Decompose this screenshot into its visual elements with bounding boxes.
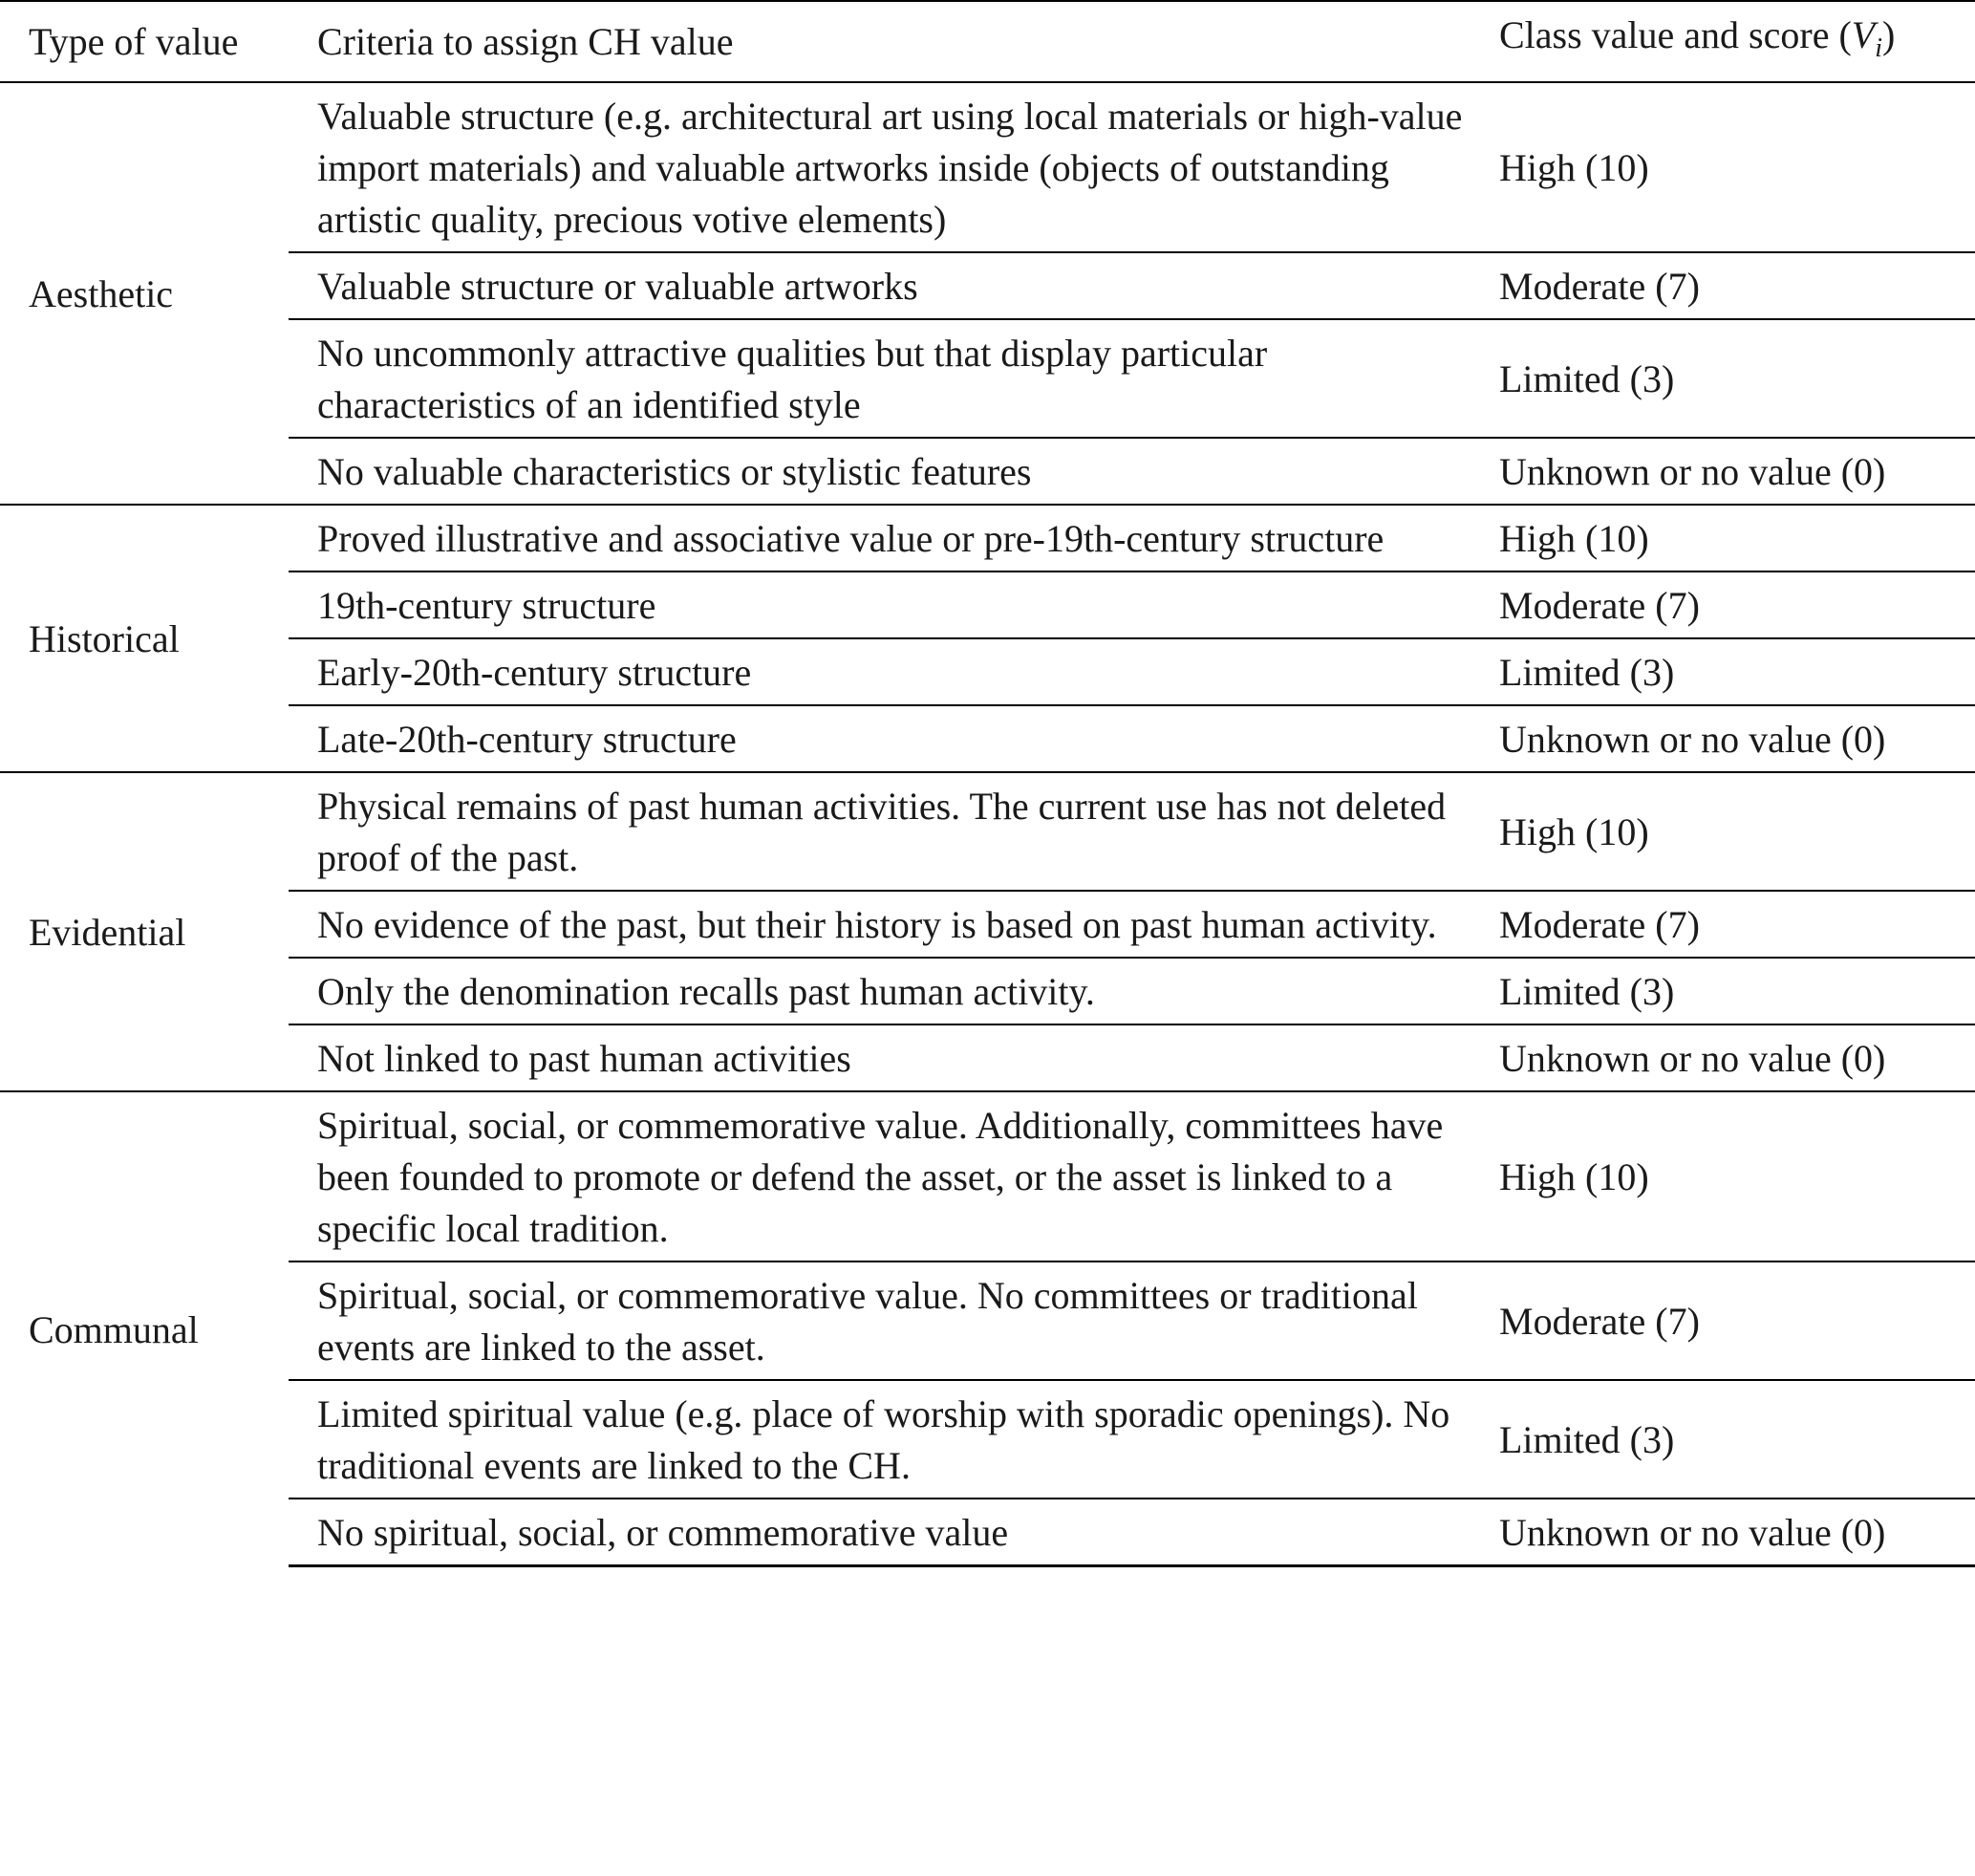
table-row bbox=[0, 638, 1975, 705]
criteria-cell: Valuable structure (e.g. architectural art using local materials or high-value import materials) and valuable artworks inside (objects of outstanding artistic quality, precious votive elements) bbox=[317, 95, 1463, 241]
table-row bbox=[0, 82, 1975, 252]
table-row bbox=[0, 772, 1975, 891]
criteria-cell: Limited spiritual value (e.g. place of worship with sporadic openings). No traditional events are linked to the CH. bbox=[289, 1380, 1496, 1499]
table-body bbox=[0, 82, 1975, 1566]
header-class-value-var-letter: V bbox=[1851, 12, 1876, 56]
class-value-cell: Limited (3) bbox=[1496, 1380, 1975, 1499]
table-row bbox=[0, 891, 1975, 958]
criteria-cell: No uncommonly attractive qualities but that display particular characteristics of an identified style bbox=[289, 319, 1496, 438]
criteria-cell: Proved illustrative and associative value or pre-19th-century structure bbox=[289, 505, 1496, 571]
type-cell-historical: Historical bbox=[0, 505, 289, 772]
table-row bbox=[0, 252, 1975, 319]
class-value-cell: Unknown or no value (0) bbox=[1496, 438, 1975, 505]
criteria-cell: Late-20th-century structure bbox=[289, 705, 1496, 772]
header-class-value-suffix: ) bbox=[1882, 12, 1896, 56]
class-value-cell: Unknown or no value (0) bbox=[1496, 1499, 1975, 1566]
class-value-cell: High (10) bbox=[1496, 505, 1975, 571]
type-cell-communal: Communal bbox=[0, 1091, 289, 1566]
criteria-cell: Only the denomination recalls past human activity. bbox=[289, 958, 1496, 1024]
table-row bbox=[0, 571, 1975, 638]
class-value-cell: Unknown or no value (0) bbox=[1496, 705, 1975, 772]
class-value-cell: Unknown or no value (0) bbox=[1496, 1024, 1975, 1091]
criteria-cell: Valuable structure or valuable artworks bbox=[289, 252, 1496, 319]
criteria-cell: No evidence of the past, but their history is based on past human activity. bbox=[289, 891, 1496, 958]
class-value-cell: High (10) bbox=[1496, 1091, 1975, 1261]
header-class-value-var-sub: i bbox=[1875, 32, 1882, 63]
table-header bbox=[0, 1, 1975, 82]
class-value-cell: Moderate (7) bbox=[1496, 1261, 1975, 1380]
class-value-cell: Moderate (7) bbox=[1496, 252, 1975, 319]
class-value-cell: Moderate (7) bbox=[1496, 571, 1975, 638]
class-value-cell: High (10) bbox=[1496, 772, 1975, 891]
table-row bbox=[0, 1499, 1975, 1566]
table-row bbox=[0, 319, 1975, 438]
class-value-cell: Limited (3) bbox=[1496, 319, 1975, 438]
criteria-cell: Early-20th-century structure bbox=[289, 638, 1496, 705]
table-row bbox=[0, 958, 1975, 1024]
criteria-cell: Not linked to past human activities bbox=[289, 1024, 1496, 1091]
table-row bbox=[0, 705, 1975, 772]
header-row bbox=[0, 1, 1975, 82]
criteria-cell: Physical remains of past human activities. The current use has not deleted proof of the past. bbox=[289, 772, 1496, 891]
header-type-of-value: Type of value bbox=[0, 1, 289, 82]
class-value-cell: Limited (3) bbox=[1496, 638, 1975, 705]
table-row bbox=[0, 1091, 1975, 1261]
table-row bbox=[0, 1261, 1975, 1380]
criteria-cell: 19th-century structure bbox=[289, 571, 1496, 638]
type-cell-aesthetic: Aesthetic bbox=[29, 272, 174, 315]
type-cell-evidential: Evidential bbox=[0, 772, 289, 1091]
header-class-value-prefix: Class value and score ( bbox=[1499, 12, 1852, 56]
class-value-cell: Moderate (7) bbox=[1496, 891, 1975, 958]
class-value-cell: High (10) bbox=[1499, 146, 1649, 189]
class-value-cell: Limited (3) bbox=[1496, 958, 1975, 1024]
table-row bbox=[0, 1024, 1975, 1091]
table-row bbox=[0, 505, 1975, 571]
header-class-value bbox=[1496, 1, 1975, 82]
criteria-cell: No spiritual, social, or commemorative value bbox=[289, 1499, 1496, 1566]
criteria-cell: Spiritual, social, or commemorative value. Additionally, committees have been founded to promote or defend the asset, or the asset is linked to a specific local tradition. bbox=[289, 1091, 1496, 1261]
header-class-value-var bbox=[1851, 12, 1882, 63]
criteria-cell: Spiritual, social, or commemorative value. No committees or traditional events are linked to the asset. bbox=[289, 1261, 1496, 1380]
header-criteria: Criteria to assign CH value bbox=[289, 1, 1496, 82]
table-row bbox=[0, 438, 1975, 505]
criteria-cell: No valuable characteristics or stylistic features bbox=[289, 438, 1496, 505]
table-row bbox=[0, 1380, 1975, 1499]
